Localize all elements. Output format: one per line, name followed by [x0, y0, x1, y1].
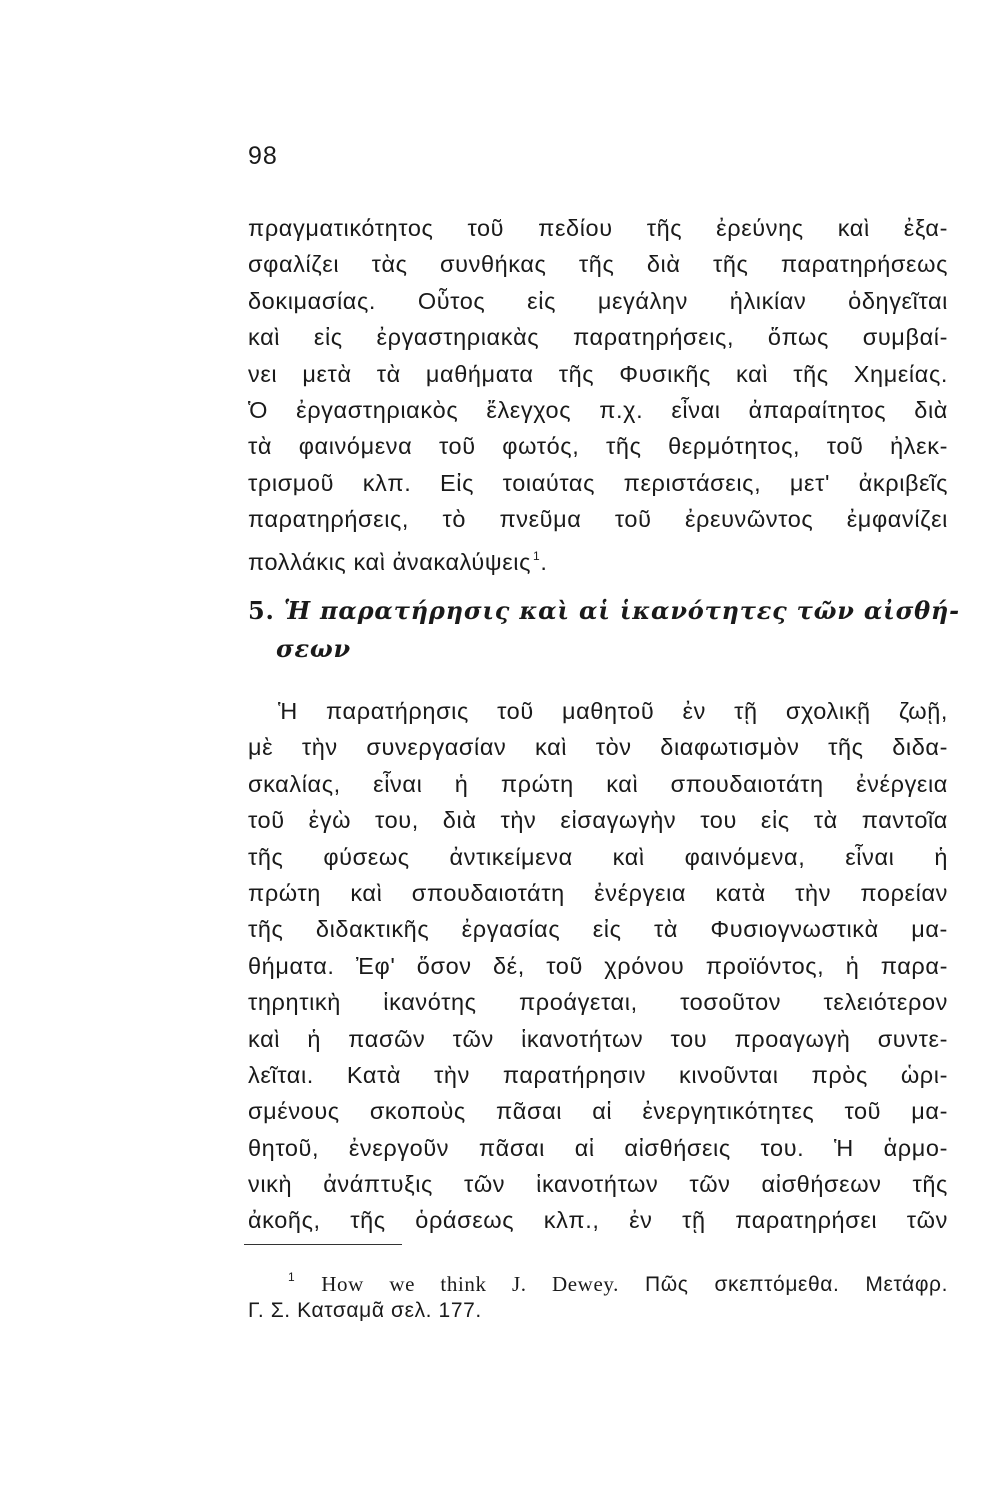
text-line: λεῖται. Κατὰ τὴν παρατήρησιν κινοῦνται πρὸς ὡρι- [248, 1061, 948, 1088]
text-line: πραγματικότητος τοῦ πεδίου τῆς ἐρεύνης καὶ ἐξα- [248, 215, 948, 241]
paragraph-1 [248, 210, 948, 574]
text-line-last [248, 538, 948, 574]
text-line: καὶ εἰς ἐργαστηριακὰς παρατηρήσεις, ὅπως συμβαί- [248, 324, 948, 351]
text-line: παρατηρήσεις, τὸ πνεῦμα τοῦ ἐρευνῶντος ἐμφανίζει [248, 506, 948, 533]
text-line: δοκιμασίας. Οὗτος εἰς μεγάλην ἡλικίαν ὁδηγεῖται [248, 287, 948, 314]
footnote-marker: 1 [533, 548, 541, 563]
text-line: νικὴ ἀνάπτυξις τῶν ἱκανοτήτων τῶν αἰσθήσεων τῆς [248, 1171, 948, 1198]
section-title-part-1: Ἡ παρατήρησις καὶ αἱ ἱκανότητες τῶν αἰσθή- [283, 596, 960, 625]
footnote-line-2: Γ. Σ. Κατσαμᾶ σελ. 177. [248, 1299, 482, 1322]
section-title-part-2: σεων [276, 634, 351, 663]
text-line: τρισμοῦ κλπ. Εἰς τοιαύτας περιστάσεις, μετ' ἀκριβεῖς [248, 469, 948, 496]
text-line: καὶ ἡ πασῶν τῶν ἱκανοτήτων του προαγωγὴ συντε- [248, 1025, 948, 1052]
footnotes [248, 1261, 948, 1327]
text-line: Ὁ ἐργαστηριακὸς ἔλεγχος π.χ. εἶναι ἀπαραίτητος διὰ [248, 396, 948, 423]
text-line: τηρητικὴ ἱκανότης προάγεται, τοσοῦτον τελειότερον [248, 989, 948, 1016]
text-line: σμένους σκοποὺς πᾶσαι αἱ ἐνεργητικότητες τοῦ μα- [248, 1098, 948, 1125]
paragraph-2 [248, 693, 948, 1239]
footnote-text: Πῶς σκεπτόμεθα. Μετάφρ. [644, 1273, 949, 1296]
section-number: 5. [248, 596, 275, 625]
text-line: θητοῦ, ἐνεργοῦν πᾶσαι αἱ αἰσθήσεις του. Ἡ ἁρμο- [248, 1134, 948, 1161]
text-line: τοῦ ἐγὼ του, διὰ τὴν εἰσαγωγὴν του εἰς τὰ παντοῖα [248, 807, 948, 834]
section-heading-line-2 [248, 630, 948, 668]
text-line-content: πολλάκις καὶ ἀνακαλύψεις [248, 548, 532, 575]
text-line: πρώτη καὶ σπουδαιοτάτη ἐνέργεια κατὰ τὴν πορείαν [248, 879, 948, 906]
text-line: τὰ φαινόμενα τοῦ φωτός, τῆς θερμότητος, τοῦ ἠλεκ- [248, 433, 948, 460]
page-number: 98 [248, 142, 278, 170]
text-line: τῆς φύσεως ἀντικείμενα καὶ φαινόμενα, εἶναι ἡ [248, 843, 948, 870]
text-line: σφαλίζει τὰς συνθήκας τῆς διὰ τῆς παρατηρήσεως [248, 251, 948, 278]
text-line: νει μετὰ τὰ μαθήματα τῆς Φυσικῆς καὶ τῆς Χημείας. [248, 360, 948, 387]
text-line: σκαλίας, εἶναι ἡ πρώτη καὶ σπουδαιοτάτη ἐνέργεια [248, 770, 948, 797]
text-line: τῆς διδακτικῆς ἐργασίας εἰς τὰ Φυσιογνωστικὰ μα- [248, 916, 948, 943]
section-heading-line-1 [248, 592, 960, 630]
footnote-divider [244, 1244, 402, 1245]
text-line: Ἡ παρατήρησις τοῦ μαθητοῦ ἐν τῇ σχολικῇ ζωῇ, [278, 698, 948, 724]
footnote-line-1 [248, 1261, 948, 1294]
end-punctuation: . [540, 548, 548, 575]
text-line: ἀκοῆς, τῆς ὁράσεως κλπ., ἐν τῇ παρατηρήσει τῶν [248, 1207, 948, 1234]
footnote-source: How we think J. Dewey. [321, 1272, 619, 1296]
text-line: θήματα. Ἐφ' ὅσον δέ, τοῦ χρόνου προϊόντος, ἡ παρα- [248, 952, 948, 979]
footnote-marker: 1 [288, 1270, 296, 1284]
section-heading [248, 592, 960, 668]
text-line: μὲ τὴν συνεργασίαν καὶ τὸν διαφωτισμὸν τῆς διδα- [248, 734, 948, 761]
